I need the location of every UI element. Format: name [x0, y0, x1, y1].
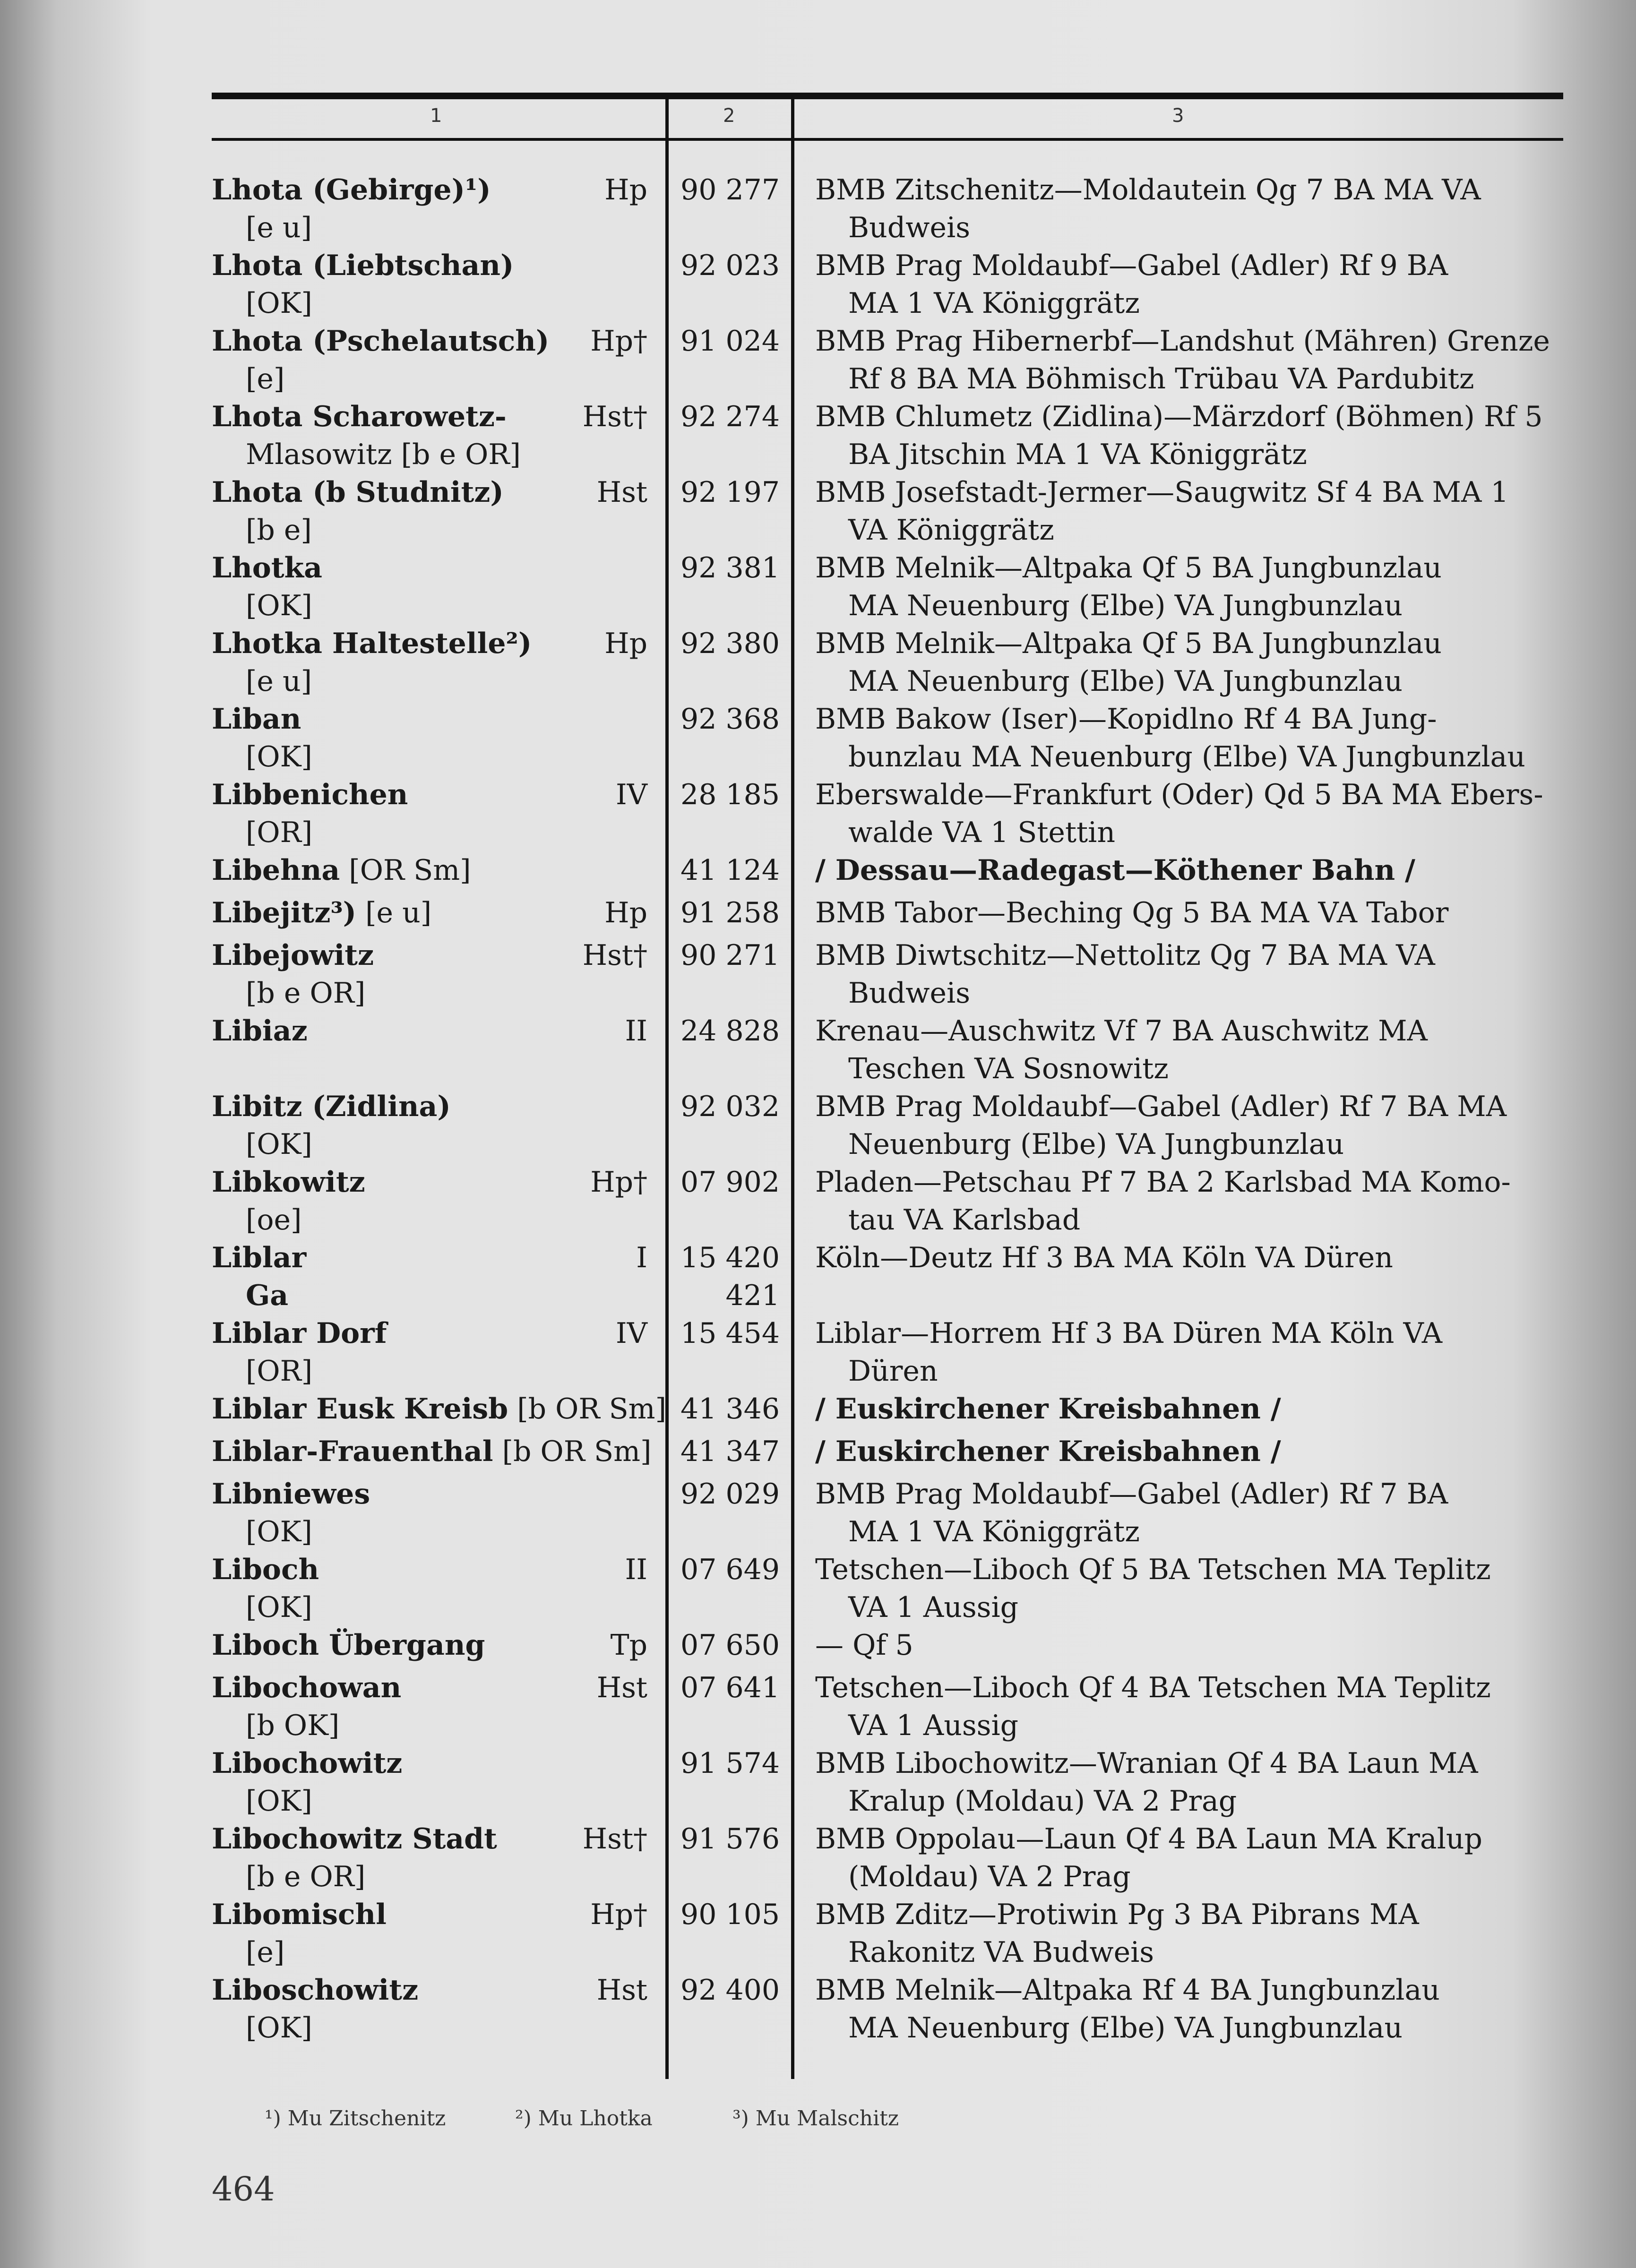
- station-name: Libehna: [212, 854, 340, 887]
- table-row: [0, 1669, 1636, 1744]
- station-number: 91 574: [680, 1747, 780, 1780]
- station-name: Libbenichen: [212, 778, 408, 811]
- station-number: 15 454: [680, 1317, 780, 1350]
- route-line-2: Budweis: [848, 211, 970, 244]
- station-class: Hp: [604, 173, 647, 206]
- table-row: [0, 171, 1636, 247]
- table-row: [0, 1626, 1636, 1669]
- station-subline: [OR]: [246, 1355, 313, 1388]
- table-row: [0, 1820, 1636, 1896]
- route-description: [815, 1669, 1562, 1744]
- station-name: Liboch: [212, 1553, 319, 1586]
- station-number: 90 105: [680, 1898, 780, 1931]
- route-line-2: MA Neuenburg (Elbe) VA Jungbunzlau: [848, 665, 1403, 698]
- route-description: [815, 398, 1562, 473]
- header-top-rule: [212, 93, 1563, 99]
- route-description: [815, 247, 1562, 322]
- station-name: Lhota (Gebirge)¹): [212, 173, 491, 206]
- route-line-2: VA 1 Aussig: [848, 1709, 1019, 1742]
- route-line-1: BMB Bakow (Iser)—Kopidlno Rf 4 BA Jung-: [815, 703, 1437, 736]
- route-description: [815, 1163, 1562, 1239]
- station-number: 92 029: [680, 1478, 780, 1511]
- station-subline: [e]: [246, 362, 285, 395]
- station-name-cell: [212, 894, 665, 932]
- station-number-cell: [680, 1669, 780, 1707]
- table-row: [0, 1896, 1636, 1971]
- station-subline: [b e OR]: [246, 1860, 366, 1893]
- station-number: 15 420: [680, 1241, 780, 1274]
- route-description: [815, 1433, 1562, 1470]
- station-name-cell: [212, 1551, 665, 1626]
- station-class: Tp: [610, 1629, 647, 1662]
- station-class: Hst: [596, 476, 647, 509]
- station-name: Lhota (Liebtschan): [212, 249, 514, 282]
- table-row: [0, 894, 1636, 936]
- route-line-2: tau VA Karlsbad: [848, 1203, 1081, 1237]
- station-number-cell: [680, 1475, 780, 1513]
- station-number: 41 346: [680, 1392, 780, 1426]
- route-line-2: VA Königgrätz: [848, 514, 1054, 547]
- station-table: [0, 171, 1636, 2047]
- station-number: 91 576: [680, 1822, 780, 1856]
- station-name: Libejowitz: [212, 939, 374, 972]
- footnote-2: ²) Mu Lhotka: [515, 2106, 653, 2131]
- route-line-2: bunzlau MA Neuenburg (Elbe) VA Jungbunzlau: [848, 740, 1525, 773]
- station-subline: [OK]: [246, 1515, 312, 1548]
- route-description: [815, 1744, 1562, 1820]
- table-row: [0, 473, 1636, 549]
- station-number: 07 641: [680, 1671, 780, 1704]
- station-class: I: [636, 1241, 647, 1274]
- station-name: Liban: [212, 703, 301, 736]
- station-class: II: [625, 1014, 647, 1048]
- route-description: [815, 1088, 1562, 1163]
- route-description: [815, 625, 1562, 700]
- station-tags: [e u]: [356, 896, 432, 929]
- station-name: Liboschowitz: [212, 1974, 419, 2007]
- route-line-2: walde VA 1 Stettin: [848, 816, 1115, 849]
- route-line-1: Pladen—Petschau Pf 7 BA 2 Karlsbad MA Komo-: [815, 1166, 1511, 1199]
- station-class: Hst†: [582, 400, 647, 433]
- route-description: [815, 1551, 1562, 1626]
- route-line-1: / Euskirchener Kreisbahnen /: [815, 1392, 1281, 1426]
- table-row: [0, 1314, 1636, 1390]
- table-row: [0, 700, 1636, 776]
- route-line-1: BMB Josefstadt-Jermer—Saugwitz Sf 4 BA MA 1: [815, 476, 1509, 509]
- route-description: [815, 894, 1562, 932]
- station-name: Libejitz³): [212, 896, 357, 929]
- station-name-cell: [212, 1433, 665, 1470]
- station-number: 24 828: [680, 1014, 780, 1048]
- route-line-2: MA Neuenburg (Elbe) VA Jungbunzlau: [848, 2011, 1403, 2045]
- station-subline: Mlasowitz [b e OR]: [246, 438, 521, 471]
- station-name-cell: [212, 1390, 665, 1428]
- station-number-cell: [680, 851, 780, 889]
- header-bottom-rule: [212, 138, 1563, 141]
- route-line-1: BMB Prag Moldaubf—Gabel (Adler) Rf 7 BA: [815, 1478, 1448, 1511]
- station-number: 92 023: [680, 249, 780, 282]
- route-line-2: VA 1 Aussig: [848, 1591, 1019, 1624]
- footnote-1: ¹) Mu Zitschenitz: [265, 2106, 446, 2131]
- table-row: [0, 1390, 1636, 1433]
- station-name: Libitz (Zidlina): [212, 1090, 451, 1123]
- table-row: [0, 322, 1636, 398]
- station-number: 92 380: [680, 627, 780, 660]
- page-number: 464: [212, 2170, 275, 2208]
- route-line-1: Liblar—Horrem Hf 3 BA Düren MA Köln VA: [815, 1317, 1443, 1350]
- table-row: [0, 851, 1636, 894]
- route-line-1: Köln—Deutz Hf 3 BA MA Köln VA Düren: [815, 1241, 1393, 1274]
- station-name-cell: [212, 1088, 665, 1163]
- table-row: [0, 398, 1636, 473]
- table-row: [0, 936, 1636, 1012]
- station-number-cell: [680, 1314, 780, 1352]
- route-line-2: Rakonitz VA Budweis: [848, 1936, 1154, 1969]
- route-description: [815, 1390, 1562, 1428]
- route-line-2: Rf 8 BA MA Böhmisch Trübau VA Pardubitz: [848, 362, 1474, 395]
- station-name-cell: [212, 776, 665, 851]
- route-description: [815, 776, 1562, 851]
- route-line-1: BMB Chlumetz (Zidlina)—Märzdorf (Böhmen) Rf 5: [815, 400, 1543, 433]
- route-line-2: BA Jitschin MA 1 VA Königgrätz: [848, 438, 1307, 471]
- route-line-2: MA 1 VA Königgrätz: [848, 287, 1140, 320]
- station-name-cell: [212, 1012, 665, 1050]
- station-subline: [OK]: [246, 287, 312, 320]
- route-description: [815, 171, 1562, 247]
- station-name: Libkowitz: [212, 1166, 365, 1199]
- station-number-cell: [680, 1088, 780, 1125]
- station-class: Hp: [604, 627, 647, 660]
- table-row: [0, 776, 1636, 851]
- route-description: [815, 1239, 1562, 1277]
- table-row: [0, 1239, 1636, 1314]
- station-name-cell: [212, 549, 665, 625]
- station-number-cell: [680, 1971, 780, 2009]
- table-row: [0, 247, 1636, 322]
- route-description: [815, 322, 1562, 398]
- route-line-2: Teschen VA Sosnowitz: [848, 1052, 1169, 1085]
- station-number-cell: [680, 247, 780, 284]
- route-line-1: BMB Diwtschitz—Nettolitz Qg 7 BA MA VA: [815, 939, 1435, 972]
- route-description: [815, 936, 1562, 1012]
- station-name: Liblar Dorf: [212, 1317, 387, 1350]
- route-line-1: Eberswalde—Frankfurt (Oder) Qd 5 BA MA Ebers-: [815, 778, 1543, 811]
- route-line-1: BMB Melnik—Altpaka Qf 5 BA Jungbunzlau: [815, 627, 1442, 660]
- table-row: [0, 1971, 1636, 2047]
- route-line-1: BMB Prag Moldaubf—Gabel (Adler) Rf 7 BA MA: [815, 1090, 1507, 1123]
- station-class: Hp†: [590, 1898, 647, 1931]
- station-name: Liboch Übergang: [212, 1629, 485, 1662]
- station-name-cell: [212, 1239, 665, 1314]
- station-name-cell: [212, 171, 665, 247]
- station-name: Lhotka Haltestelle²): [212, 627, 532, 660]
- route-description: [815, 851, 1562, 889]
- footnote-3: ³) Mu Malschitz: [732, 2106, 899, 2131]
- station-number-cell: [680, 171, 780, 209]
- route-description: [815, 473, 1562, 549]
- route-description: [815, 1820, 1562, 1896]
- station-name: Lhota Scharowetz-: [212, 400, 507, 433]
- table-row: [0, 625, 1636, 700]
- route-line-1: BMB Zditz—Protiwin Pg 3 BA Pibrans MA: [815, 1898, 1419, 1931]
- station-tags: [OR Sm]: [340, 854, 471, 887]
- station-name: Lhota (b Studnitz): [212, 476, 504, 509]
- station-subline: [e]: [246, 1936, 285, 1969]
- station-number-cell: [680, 776, 780, 814]
- station-subline: [OK]: [246, 2011, 312, 2045]
- station-subline: [OK]: [246, 740, 312, 773]
- station-name-cell: [212, 700, 665, 776]
- station-number-cell: [680, 1820, 780, 1858]
- station-subline: Ga: [246, 1279, 289, 1312]
- station-number: 90 277: [680, 173, 780, 206]
- station-name: Liblar: [212, 1241, 307, 1274]
- route-line-1: BMB Melnik—Altpaka Qf 5 BA Jungbunzlau: [815, 551, 1442, 584]
- route-description: [815, 1971, 1562, 2047]
- route-line-1: / Dessau—Radegast—Köthener Bahn /: [815, 854, 1415, 887]
- station-number: 91 258: [680, 896, 780, 929]
- route-line-1: BMB Prag Moldaubf—Gabel (Adler) Rf 9 BA: [815, 249, 1448, 282]
- station-name-cell: [212, 1626, 665, 1664]
- station-number: 92 197: [680, 476, 780, 509]
- station-number: 07 650: [680, 1629, 780, 1662]
- table-row: [0, 1475, 1636, 1551]
- station-number: 92 368: [680, 703, 780, 736]
- station-subline: [b OK]: [246, 1709, 340, 1742]
- station-class: Hp: [604, 896, 647, 929]
- station-number-alt: 421: [725, 1279, 780, 1312]
- station-name: Libomischl: [212, 1898, 387, 1931]
- station-subline: [OK]: [246, 1591, 312, 1624]
- route-description: [815, 1475, 1562, 1551]
- station-number: 92 032: [680, 1090, 780, 1123]
- route-description: [815, 1012, 1562, 1088]
- route-line-1: BMB Tabor—Beching Qg 5 BA MA VA Tabor: [815, 896, 1449, 929]
- station-tags: [b OR Sm]: [493, 1435, 652, 1468]
- station-subline: [b e OR]: [246, 977, 366, 1010]
- route-line-2: MA Neuenburg (Elbe) VA Jungbunzlau: [848, 589, 1403, 622]
- station-number: 92 400: [680, 1974, 780, 2007]
- table-row: [0, 1012, 1636, 1088]
- station-number-cell: [680, 700, 780, 738]
- route-line-2: MA 1 VA Königgrätz: [848, 1515, 1140, 1548]
- station-number: 41 347: [680, 1435, 780, 1468]
- station-class: Hp†: [590, 1166, 647, 1199]
- table-row: [0, 549, 1636, 625]
- station-class: Hst: [596, 1974, 647, 2007]
- station-name-cell: [212, 625, 665, 700]
- table-row: [0, 1551, 1636, 1626]
- route-description: [815, 700, 1562, 776]
- station-number: 92 274: [680, 400, 780, 433]
- table-row: [0, 1744, 1636, 1820]
- route-line-2: Budweis: [848, 977, 970, 1010]
- station-number: 90 271: [680, 939, 780, 972]
- station-number-cell: [680, 473, 780, 511]
- station-number-cell: [680, 625, 780, 662]
- station-number: 41 124: [680, 854, 780, 887]
- station-name: Lhota (Pschelautsch): [212, 325, 550, 358]
- route-line-2: Kralup (Moldau) VA 2 Prag: [848, 1785, 1237, 1818]
- station-name: Liblar-Frauenthal: [212, 1435, 493, 1468]
- station-name-cell: [212, 1744, 665, 1820]
- route-line-2: Neuenburg (Elbe) VA Jungbunzlau: [848, 1128, 1344, 1161]
- route-line-1: / Euskirchener Kreisbahnen /: [815, 1435, 1281, 1468]
- station-name-cell: [212, 851, 665, 889]
- route-line-1: BMB Libochowitz—Wranian Qf 4 BA Laun MA: [815, 1747, 1478, 1780]
- column-number-2: 2: [723, 105, 735, 127]
- station-class: IV: [615, 778, 647, 811]
- route-line-2: Düren: [848, 1355, 938, 1388]
- route-line-1: Tetschen—Liboch Qf 5 BA Tetschen MA Teplitz: [815, 1553, 1491, 1586]
- table-row: [0, 1088, 1636, 1163]
- station-subline: [e u]: [246, 665, 312, 698]
- station-name-cell: [212, 1314, 665, 1390]
- route-description: [815, 1896, 1562, 1971]
- station-name: Libochowan: [212, 1671, 402, 1704]
- table-row: [0, 1433, 1636, 1475]
- station-number-cell: [680, 322, 780, 360]
- station-name: Libiaz: [212, 1014, 308, 1048]
- station-name: Lhotka: [212, 551, 322, 584]
- station-number-cell: [680, 1390, 780, 1428]
- station-number-cell: [680, 936, 780, 974]
- route-line-2: (Moldau) VA 2 Prag: [848, 1860, 1131, 1893]
- station-subline: [b e]: [246, 514, 312, 547]
- station-name-cell: [212, 247, 665, 322]
- route-line-1: BMB Prag Hibernerbf—Landshut (Mähren) Grenze: [815, 325, 1550, 358]
- station-name: Liblar Eusk Kreisb: [212, 1392, 508, 1426]
- station-number: 91 024: [680, 325, 780, 358]
- station-subline: [OK]: [246, 1785, 312, 1818]
- table-row: [0, 1163, 1636, 1239]
- station-subline: [oe]: [246, 1203, 302, 1237]
- station-number-cell: [680, 1551, 780, 1589]
- route-line-1: BMB Oppolau—Laun Qf 4 BA Laun MA Kralup: [815, 1822, 1482, 1856]
- station-name: Libochowitz: [212, 1747, 403, 1780]
- station-class: II: [625, 1553, 647, 1586]
- station-class: Hst: [596, 1671, 647, 1704]
- column-number-3: 3: [1172, 105, 1184, 127]
- route-line-1: Tetschen—Liboch Qf 4 BA Tetschen MA Teplitz: [815, 1671, 1491, 1704]
- column-number-1: 1: [430, 105, 442, 127]
- station-tags: [b OR Sm]: [508, 1392, 666, 1426]
- station-number-cell: [680, 1012, 780, 1050]
- route-line-1: BMB Melnik—Altpaka Rf 4 BA Jungbunzlau: [815, 1974, 1440, 2007]
- station-number: 92 381: [680, 551, 780, 584]
- station-class: Hst†: [582, 1822, 647, 1856]
- station-number: 28 185: [680, 778, 780, 811]
- station-number-cell: [680, 398, 780, 436]
- station-number-cell: [680, 1239, 780, 1314]
- station-subline: [OK]: [246, 589, 312, 622]
- station-class: Hp†: [590, 325, 647, 358]
- station-number-cell: [680, 1163, 780, 1201]
- station-name-cell: [212, 1475, 665, 1551]
- route-description: [815, 1314, 1562, 1390]
- route-line-1: — Qf 5: [815, 1629, 913, 1662]
- station-number-cell: [680, 549, 780, 587]
- station-class: IV: [615, 1317, 647, 1350]
- route-description: [815, 549, 1562, 625]
- station-name: Libniewes: [212, 1478, 370, 1511]
- station-number: 07 649: [680, 1553, 780, 1586]
- route-description: [815, 1626, 1562, 1664]
- station-number-cell: [680, 1433, 780, 1470]
- station-number-cell: [680, 894, 780, 932]
- route-line-1: Krenau—Auschwitz Vf 7 BA Auschwitz MA: [815, 1014, 1428, 1048]
- station-number-cell: [680, 1626, 780, 1664]
- station-subline: [OK]: [246, 1128, 312, 1161]
- station-number-cell: [680, 1744, 780, 1782]
- station-subline: [OR]: [246, 816, 313, 849]
- station-subline: [e u]: [246, 211, 312, 244]
- station-number: 07 902: [680, 1166, 780, 1199]
- station-class: Hst†: [582, 939, 647, 972]
- station-name: Libochowitz Stadt: [212, 1822, 497, 1856]
- route-line-1: BMB Zitschenitz—Moldautein Qg 7 BA MA VA: [815, 173, 1481, 206]
- station-number-cell: [680, 1896, 780, 1933]
